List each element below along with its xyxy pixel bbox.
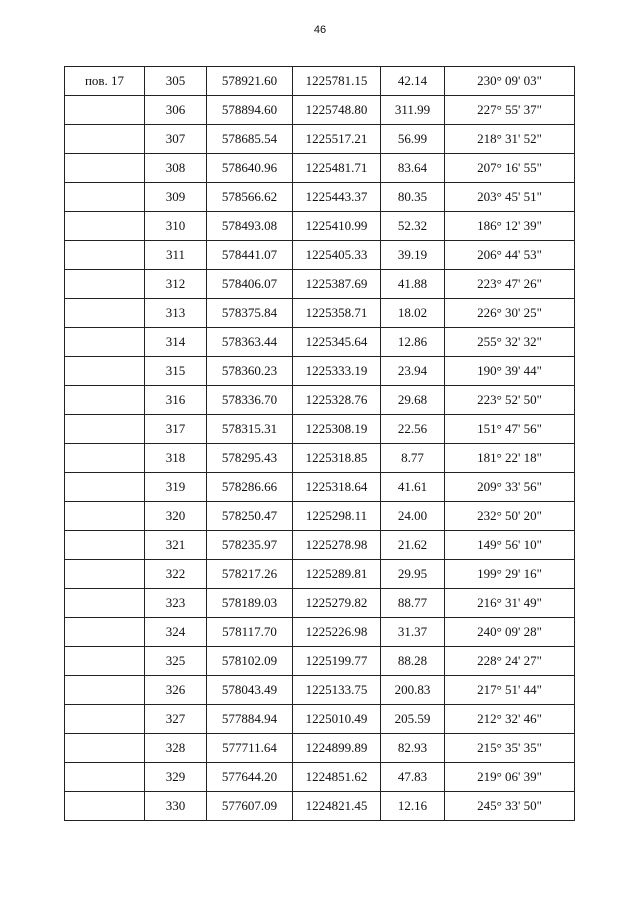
point-number-cell: 310 — [145, 212, 207, 241]
distance-cell: 56.99 — [381, 125, 445, 154]
section-cell — [65, 357, 145, 386]
y-coordinate-cell: 1225328.76 — [293, 386, 381, 415]
table-row — [65, 415, 575, 444]
distance-cell: 41.61 — [381, 473, 445, 502]
bearing-cell: 207° 16' 55" — [445, 154, 575, 183]
section-cell — [65, 792, 145, 821]
distance-cell: 21.62 — [381, 531, 445, 560]
x-coordinate-cell: 578315.31 — [207, 415, 293, 444]
point-number-cell: 306 — [145, 96, 207, 125]
point-number-cell: 313 — [145, 299, 207, 328]
table-row — [65, 154, 575, 183]
y-coordinate-cell: 1225010.49 — [293, 705, 381, 734]
table-row — [65, 96, 575, 125]
point-number-cell: 309 — [145, 183, 207, 212]
distance-cell: 8.77 — [381, 444, 445, 473]
y-coordinate-cell: 1225748.80 — [293, 96, 381, 125]
y-coordinate-cell: 1225517.21 — [293, 125, 381, 154]
section-cell — [65, 473, 145, 502]
section-cell — [65, 589, 145, 618]
distance-cell: 42.14 — [381, 67, 445, 96]
table-row — [65, 560, 575, 589]
x-coordinate-cell: 578286.66 — [207, 473, 293, 502]
point-number-cell: 307 — [145, 125, 207, 154]
point-number-cell: 308 — [145, 154, 207, 183]
point-number-cell: 321 — [145, 531, 207, 560]
distance-cell: 52.32 — [381, 212, 445, 241]
table-row — [65, 792, 575, 821]
y-coordinate-cell: 1224899.89 — [293, 734, 381, 763]
section-cell — [65, 531, 145, 560]
x-coordinate-cell: 577644.20 — [207, 763, 293, 792]
table-row — [65, 125, 575, 154]
section-cell — [65, 502, 145, 531]
table-row — [65, 386, 575, 415]
bearing-cell: 255° 32' 32" — [445, 328, 575, 357]
point-number-cell: 325 — [145, 647, 207, 676]
table-row — [65, 241, 575, 270]
x-coordinate-cell: 578493.08 — [207, 212, 293, 241]
point-number-cell: 305 — [145, 67, 207, 96]
table-row — [65, 734, 575, 763]
x-coordinate-cell: 578295.43 — [207, 444, 293, 473]
section-cell — [65, 763, 145, 792]
x-coordinate-cell: 578117.70 — [207, 618, 293, 647]
section-cell — [65, 647, 145, 676]
x-coordinate-cell: 578375.84 — [207, 299, 293, 328]
y-coordinate-cell: 1225405.33 — [293, 241, 381, 270]
distance-cell: 29.68 — [381, 386, 445, 415]
point-number-cell: 317 — [145, 415, 207, 444]
table-row — [65, 502, 575, 531]
distance-cell: 88.28 — [381, 647, 445, 676]
table-row — [65, 67, 575, 96]
point-number-cell: 320 — [145, 502, 207, 531]
bearing-cell: 206° 44' 53" — [445, 241, 575, 270]
table-row — [65, 589, 575, 618]
section-cell — [65, 270, 145, 299]
x-coordinate-cell: 578406.07 — [207, 270, 293, 299]
x-coordinate-cell: 578685.54 — [207, 125, 293, 154]
point-number-cell: 319 — [145, 473, 207, 502]
y-coordinate-cell: 1225318.64 — [293, 473, 381, 502]
point-number-cell: 315 — [145, 357, 207, 386]
distance-cell: 23.94 — [381, 357, 445, 386]
table-row — [65, 618, 575, 647]
section-cell — [65, 734, 145, 763]
y-coordinate-cell: 1224851.62 — [293, 763, 381, 792]
table-row — [65, 705, 575, 734]
x-coordinate-cell: 578640.96 — [207, 154, 293, 183]
point-number-cell: 322 — [145, 560, 207, 589]
bearing-cell: 216° 31' 49" — [445, 589, 575, 618]
section-cell — [65, 444, 145, 473]
bearing-cell: 219° 06' 39" — [445, 763, 575, 792]
section-cell — [65, 386, 145, 415]
section-cell — [65, 96, 145, 125]
point-number-cell: 330 — [145, 792, 207, 821]
distance-cell: 83.64 — [381, 154, 445, 183]
table-row — [65, 357, 575, 386]
table-row — [65, 676, 575, 705]
bearing-cell: 226° 30' 25" — [445, 299, 575, 328]
bearing-cell: 151° 47' 56" — [445, 415, 575, 444]
table-row — [65, 473, 575, 502]
table-row — [65, 183, 575, 212]
section-cell — [65, 154, 145, 183]
distance-cell: 205.59 — [381, 705, 445, 734]
bearing-cell: 199° 29' 16" — [445, 560, 575, 589]
section-cell — [65, 618, 145, 647]
x-coordinate-cell: 578921.60 — [207, 67, 293, 96]
bearing-cell: 232° 50' 20" — [445, 502, 575, 531]
point-number-cell: 311 — [145, 241, 207, 270]
bearing-cell: 223° 52' 50" — [445, 386, 575, 415]
distance-cell: 31.37 — [381, 618, 445, 647]
bearing-cell: 228° 24' 27" — [445, 647, 575, 676]
point-number-cell: 327 — [145, 705, 207, 734]
table-row — [65, 328, 575, 357]
x-coordinate-cell: 578235.97 — [207, 531, 293, 560]
table-row — [65, 299, 575, 328]
x-coordinate-cell: 577711.64 — [207, 734, 293, 763]
section-cell — [65, 183, 145, 212]
y-coordinate-cell: 1225410.99 — [293, 212, 381, 241]
bearing-cell: 181° 22' 18" — [445, 444, 575, 473]
x-coordinate-cell: 578566.62 — [207, 183, 293, 212]
distance-cell: 12.86 — [381, 328, 445, 357]
section-cell — [65, 676, 145, 705]
table-row — [65, 444, 575, 473]
x-coordinate-cell: 578189.03 — [207, 589, 293, 618]
point-number-cell: 323 — [145, 589, 207, 618]
distance-cell: 24.00 — [381, 502, 445, 531]
x-coordinate-cell: 578336.70 — [207, 386, 293, 415]
distance-cell: 29.95 — [381, 560, 445, 589]
bearing-cell: 149° 56' 10" — [445, 531, 575, 560]
table-row — [65, 270, 575, 299]
bearing-cell: 209° 33' 56" — [445, 473, 575, 502]
x-coordinate-cell: 578102.09 — [207, 647, 293, 676]
section-cell — [65, 125, 145, 154]
y-coordinate-cell: 1225308.19 — [293, 415, 381, 444]
point-number-cell: 324 — [145, 618, 207, 647]
distance-cell: 18.02 — [381, 299, 445, 328]
y-coordinate-cell: 1225443.37 — [293, 183, 381, 212]
bearing-cell: 230° 09' 03" — [445, 67, 575, 96]
distance-cell: 41.88 — [381, 270, 445, 299]
point-number-cell: 316 — [145, 386, 207, 415]
bearing-cell: 245° 33' 50" — [445, 792, 575, 821]
y-coordinate-cell: 1225279.82 — [293, 589, 381, 618]
y-coordinate-cell: 1225278.98 — [293, 531, 381, 560]
x-coordinate-cell: 577884.94 — [207, 705, 293, 734]
section-cell — [65, 328, 145, 357]
x-coordinate-cell: 578441.07 — [207, 241, 293, 270]
distance-cell: 311.99 — [381, 96, 445, 125]
y-coordinate-cell: 1225333.19 — [293, 357, 381, 386]
x-coordinate-cell: 578360.23 — [207, 357, 293, 386]
table-row — [65, 531, 575, 560]
x-coordinate-cell: 578363.44 — [207, 328, 293, 357]
bearing-cell: 227° 55' 37" — [445, 96, 575, 125]
bearing-cell: 190° 39' 44" — [445, 357, 575, 386]
page-number: 46 — [313, 24, 327, 36]
distance-cell: 39.19 — [381, 241, 445, 270]
section-cell — [65, 560, 145, 589]
bearing-cell: 215° 35' 35" — [445, 734, 575, 763]
y-coordinate-cell: 1224821.45 — [293, 792, 381, 821]
bearing-cell: 223° 47' 26" — [445, 270, 575, 299]
distance-cell: 22.56 — [381, 415, 445, 444]
point-number-cell: 318 — [145, 444, 207, 473]
bearing-cell: 240° 09' 28" — [445, 618, 575, 647]
section-cell — [65, 212, 145, 241]
point-number-cell: 314 — [145, 328, 207, 357]
x-coordinate-cell: 578043.49 — [207, 676, 293, 705]
table-row — [65, 763, 575, 792]
y-coordinate-cell: 1225345.64 — [293, 328, 381, 357]
x-coordinate-cell: 578894.60 — [207, 96, 293, 125]
bearing-cell: 217° 51' 44" — [445, 676, 575, 705]
distance-cell: 82.93 — [381, 734, 445, 763]
point-number-cell: 312 — [145, 270, 207, 299]
x-coordinate-cell: 577607.09 — [207, 792, 293, 821]
distance-cell: 47.83 — [381, 763, 445, 792]
section-cell — [65, 299, 145, 328]
coordinates-table — [64, 66, 575, 821]
y-coordinate-cell: 1225318.85 — [293, 444, 381, 473]
bearing-cell: 186° 12' 39" — [445, 212, 575, 241]
y-coordinate-cell: 1225387.69 — [293, 270, 381, 299]
y-coordinate-cell: 1225226.98 — [293, 618, 381, 647]
point-number-cell: 329 — [145, 763, 207, 792]
y-coordinate-cell: 1225298.11 — [293, 502, 381, 531]
table-body — [65, 67, 575, 821]
x-coordinate-cell: 578250.47 — [207, 502, 293, 531]
section-cell — [65, 705, 145, 734]
distance-cell: 200.83 — [381, 676, 445, 705]
point-number-cell: 328 — [145, 734, 207, 763]
bearing-cell: 203° 45' 51" — [445, 183, 575, 212]
distance-cell: 12.16 — [381, 792, 445, 821]
distance-cell: 80.35 — [381, 183, 445, 212]
y-coordinate-cell: 1225358.71 — [293, 299, 381, 328]
distance-cell: 88.77 — [381, 589, 445, 618]
point-number-cell: 326 — [145, 676, 207, 705]
y-coordinate-cell: 1225481.71 — [293, 154, 381, 183]
x-coordinate-cell: 578217.26 — [207, 560, 293, 589]
y-coordinate-cell: 1225199.77 — [293, 647, 381, 676]
bearing-cell: 218° 31' 52" — [445, 125, 575, 154]
y-coordinate-cell: 1225289.81 — [293, 560, 381, 589]
y-coordinate-cell: 1225133.75 — [293, 676, 381, 705]
y-coordinate-cell: 1225781.15 — [293, 67, 381, 96]
section-cell: пов. 17 — [65, 67, 145, 96]
section-cell — [65, 241, 145, 270]
table-row — [65, 647, 575, 676]
section-cell — [65, 415, 145, 444]
table-row — [65, 212, 575, 241]
bearing-cell: 212° 32' 46" — [445, 705, 575, 734]
